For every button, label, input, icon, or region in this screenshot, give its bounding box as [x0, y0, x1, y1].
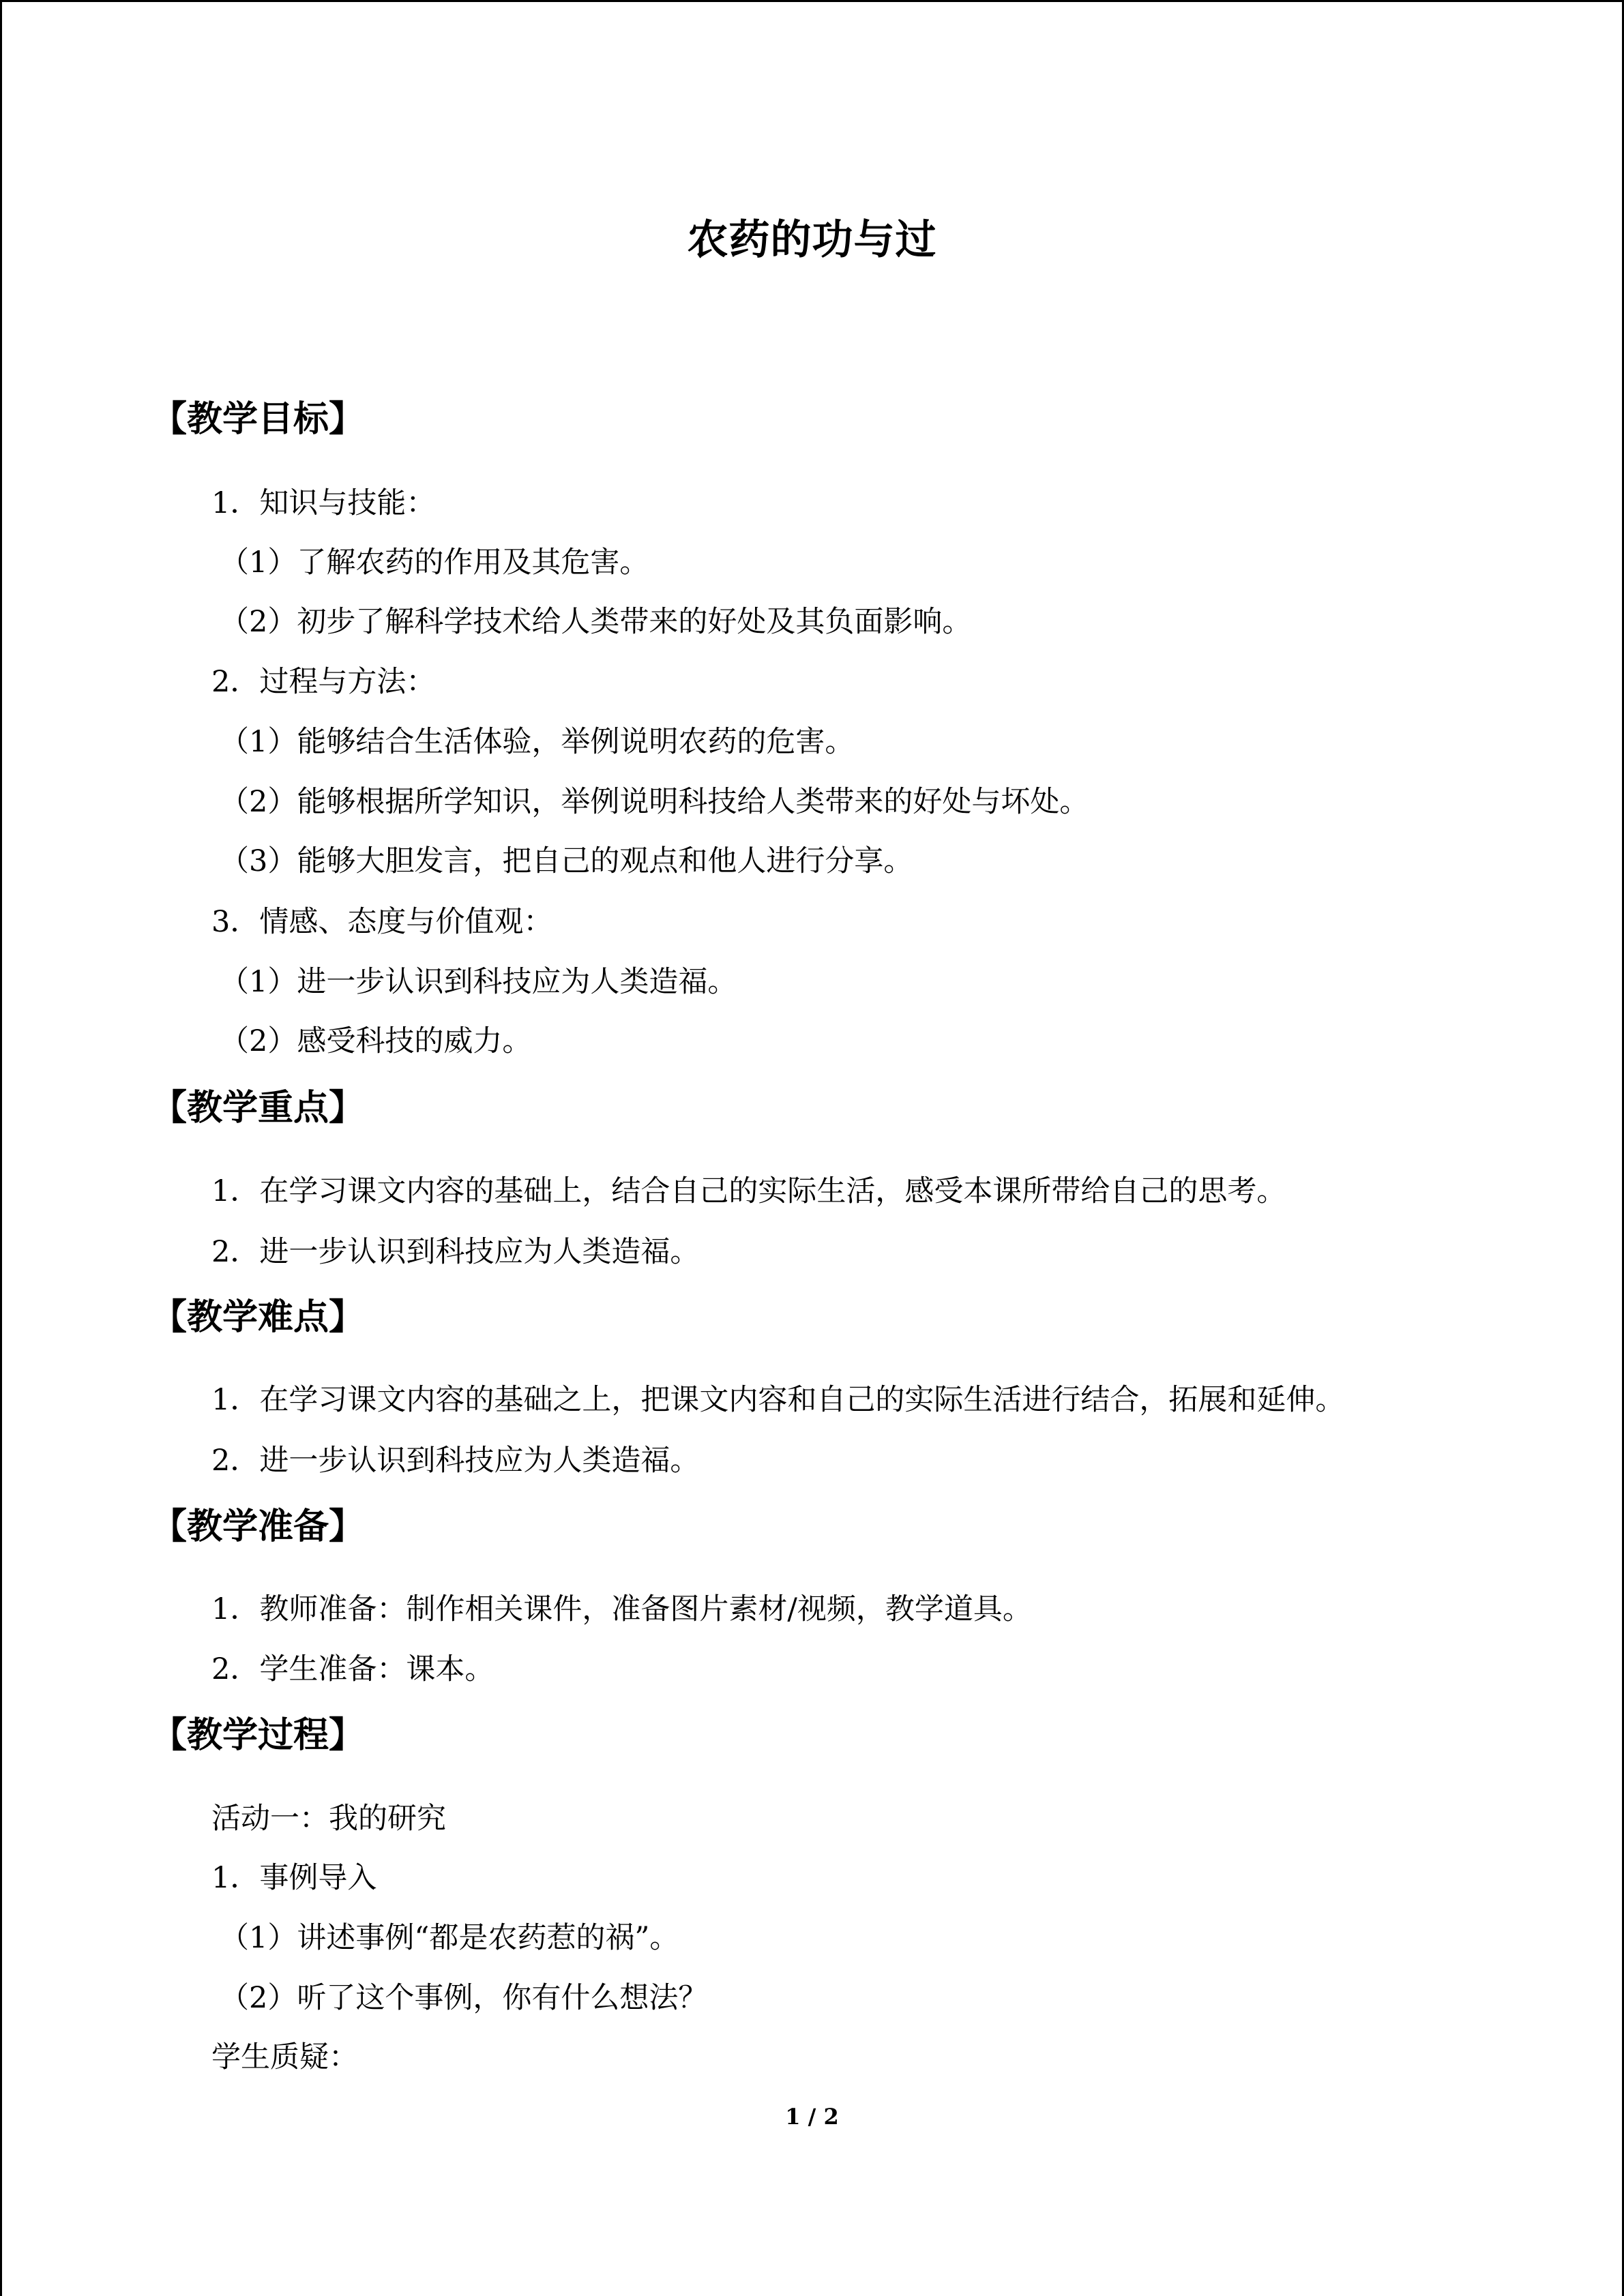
- process-line: （2）听了这个事例，你有什么想法？: [220, 1981, 708, 2015]
- goals-line: （2）能够根据所学知识，举例说明科技给人类带来的好处与坏处。: [220, 785, 1089, 819]
- section-heading-key-points: 【教学重点】: [151, 1087, 365, 1129]
- goals-line: 3．情感、态度与价值观：: [211, 905, 553, 939]
- difficulties-line: 2．进一步认识到科技应为人类造福。: [211, 1444, 700, 1478]
- goals-line: （1）进一步认识到科技应为人类造福。: [220, 965, 737, 999]
- goals-line: （2）感受科技的威力。: [220, 1024, 532, 1058]
- key-points-line: 1．在学习课文内容的基础上，结合自己的实际生活，感受本课所带给自己的思考。: [211, 1174, 1286, 1208]
- process-line: 1．事例导入: [211, 1861, 377, 1895]
- section-heading-goals: 【教学目标】: [151, 398, 365, 440]
- document-title: 农药的功与过: [687, 216, 937, 264]
- section-heading-preparation: 【教学准备】: [151, 1506, 365, 1547]
- goals-line: 1．知识与技能：: [211, 486, 436, 520]
- goals-line: 2．过程与方法：: [211, 665, 436, 699]
- key-points-line: 2．进一步认识到科技应为人类造福。: [211, 1235, 700, 1269]
- page-number: 1 / 2: [785, 2104, 839, 2130]
- process-line: 活动一：我的研究: [211, 1802, 446, 1836]
- difficulties-line: 1．在学习课文内容的基础之上，把课文内容和自己的实际生活进行结合，拓展和延伸。: [211, 1383, 1345, 1417]
- goals-line: （1）了解农药的作用及其危害。: [220, 546, 649, 580]
- preparation-line: 2．学生准备：课本。: [211, 1652, 494, 1686]
- preparation-line: 1．教师准备：制作相关课件，准备图片素材/视频，教学道具。: [211, 1592, 1032, 1626]
- goals-line: （1）能够结合生活体验，举例说明农药的危害。: [220, 725, 855, 759]
- process-line: （1）讲述事例“都是农药惹的祸”。: [220, 1921, 679, 1955]
- goals-line: （3）能够大胆发言，把自己的观点和他人进行分享。: [220, 844, 913, 878]
- goals-line: （2）初步了解科学技术给人类带来的好处及其负面影响。: [220, 605, 972, 639]
- section-heading-process: 【教学过程】: [151, 1714, 365, 1756]
- process-line: 学生质疑：: [211, 2040, 358, 2074]
- section-heading-difficulties: 【教学难点】: [151, 1296, 365, 1338]
